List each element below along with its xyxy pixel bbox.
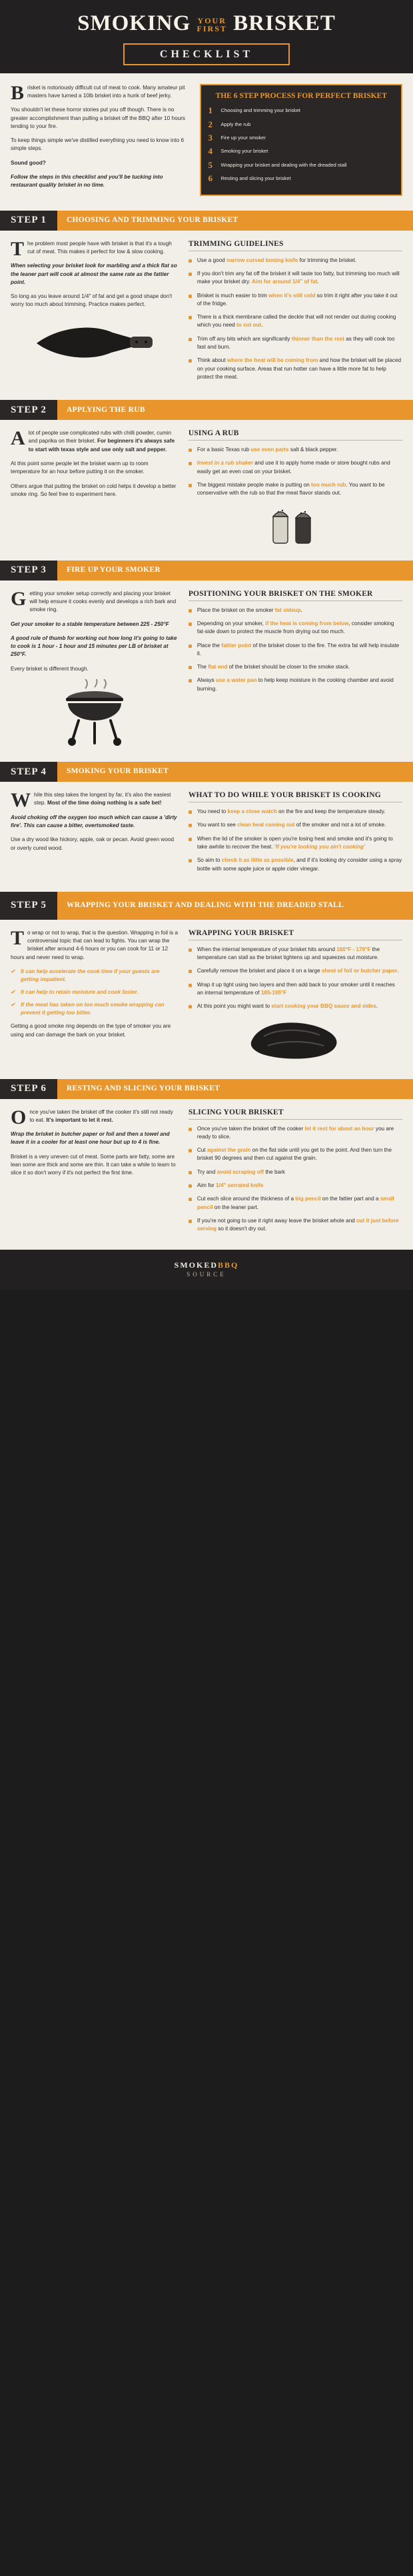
step-6-left	[11, 1108, 179, 1239]
footer	[0, 1250, 413, 1290]
intro-section	[0, 73, 413, 208]
checklist-banner: CHECKLIST	[123, 43, 290, 65]
intro-paragraph-1	[11, 81, 191, 104]
step-4-p2: Use a dry wood like hickory, apple, oak or pecan. Avoid green wood or overly cured wood.	[11, 836, 175, 851]
bullet-item: Place the fattier point of the brisket closer to the fire. The extra fat will help insulate it.	[189, 642, 402, 658]
step-2-p2: At this point some people let the brisket warm up to room temperature for an hour before putting it on the smoker.	[11, 461, 149, 475]
step-5-p1: o wrap or not to wrap, that is the question. Wrapping in foil is a controversial topic that can lead to fights. You can wrap the brisket after around 4-6 hours or you can cook for 11 or 12 hours and never need to wrap.	[11, 929, 179, 960]
salt-pepper-shakers-icon	[264, 503, 321, 545]
step-2-p1-wrap	[11, 429, 179, 454]
step-3-p1-wrap	[11, 587, 179, 615]
step-1-p2: So long as you leave around 1/4" of fat and get a good shape don't worry too much about trimming. Practice makes perfect.	[11, 293, 173, 308]
step-5-right	[189, 929, 402, 1066]
process-item	[208, 174, 394, 183]
step-4-highlight: Avoid choking off the oxygen too much which can cause a 'dirty fire'. This can cause a bitter, overtsmoked taste.	[11, 814, 177, 828]
process-item-label: Wrapping your brisket and dealing with the dreaded stall	[220, 161, 347, 168]
process-item-label: Choosing and trimming your brisket	[220, 107, 300, 114]
step-1-dropcap: T	[11, 237, 25, 260]
title-small-2: FIRST	[197, 24, 227, 34]
bullet-item: At this point you might want to start cooking your BBQ sauce and sides.	[189, 1002, 402, 1010]
step-5-p2: Getting a good smoke ring depends on the type of smoker you are using and can damage the bark on your brisket.	[11, 1023, 171, 1038]
process-item-number: 4	[208, 146, 212, 157]
intro-p4: Sound good?	[11, 159, 46, 166]
bullet-item: So aim to check it as little as possible, and if it's looking dry consider using a spray bottle with some apple juice or apple cider vinegar.	[189, 856, 402, 873]
intro-dropcap: B	[11, 81, 25, 104]
step-3-p1: etting your smoker setup correctly and placing your brisket will help ensure it cooks evenly and develops a rich bark and smoke ring.	[29, 590, 177, 613]
process-box	[200, 84, 402, 196]
step-6-dropcap: O	[11, 1106, 27, 1128]
step-2-subhead: USING A RUB	[189, 429, 402, 441]
knife-illustration	[11, 315, 179, 373]
step-6-p1-wrap	[11, 1106, 179, 1128]
process-list	[208, 106, 394, 183]
step-bar-6	[0, 1079, 413, 1099]
step-5-left	[11, 926, 179, 1066]
step-4-right	[189, 791, 402, 878]
step-2-p1: lot of people use complicated rubs with chilli powder, cumin and paprika on their brisket. For beginners it's always safe to start with texas style and use only salt and pepper.	[28, 430, 175, 453]
bullet-item: If you don't trim any fat off the brisket it will taste too fatty, but trimming too much will make your brisket dry. Aim for around 1/4" of fat.	[189, 270, 402, 287]
step-2-p3: Others argue that putting the brisket on cold helps it develop a better smoke ring. So feel free to experiment here.	[11, 483, 177, 497]
step-3-right	[189, 590, 402, 748]
bullet-item: You need to keep a close watch on the fire and keep the temperature steady.	[189, 808, 402, 816]
bullet-item: For a basic Texas rub use even parts salt & black pepper.	[189, 446, 402, 454]
bullet-item: There is a thick membrane called the deckle that will not render out during cooking which you need to cut out.	[189, 313, 402, 330]
process-item	[208, 147, 394, 156]
step-1-left	[11, 237, 179, 387]
check-item: ✔ It can help accelerate the cook time if your guests are getting impatient.	[11, 968, 179, 984]
step-1-p1-wrap	[11, 237, 179, 260]
step-6-body	[0, 1099, 413, 1250]
step-4-p1-wrap	[11, 789, 179, 812]
step-title-5: WRAPPING YOUR BRISKET AND DEALING WITH THE DREADED STALL	[57, 892, 413, 920]
step-6-p1: nce you've taken the brisket off the cooker it's still not ready to eat. It's important to let it rest.	[29, 1108, 173, 1123]
shaker-illustration	[189, 503, 402, 545]
title-word-1: SMOKING	[77, 11, 191, 35]
step-6-right	[189, 1108, 402, 1239]
bullet-item: The biggest mistake people make is putting on too much rub. You want to be conservative with the rub so that the meat flavor stands out.	[189, 481, 402, 498]
step-6-highlight: Wrap the brisket in butcher paper or foil and then a towel and leave it in a cooler for at least one hour but up to 4 is fine.	[11, 1131, 170, 1146]
step-bar-1	[0, 211, 413, 231]
step-1-subhead: TRIMMING GUIDELINES	[189, 240, 402, 251]
step-1-right	[189, 240, 402, 387]
step-6-bullet-list	[189, 1125, 402, 1234]
bullet-item: Cut each slice around the thickness of a big pencil on the fattier part and a small pencil on the leaner part.	[189, 1195, 402, 1212]
process-item-number: 3	[208, 133, 212, 143]
bullet-item: Cut against the grain on the flat side until you get to the point. And then turn the brisket 90 degrees and then cut against the grain.	[189, 1146, 402, 1163]
charcoal-grill-icon	[55, 679, 135, 746]
step-3-highlight-1: Get your smoker to a stable temperature between 225 - 250°F	[11, 621, 169, 627]
step-3-dropcap: G	[11, 587, 27, 610]
step-1-p1: he problem most people have with brisket is that it's a tough cut of meat. This makes it perfect for low & slow cooking.	[27, 240, 172, 255]
step-4-dropcap: W	[11, 789, 31, 812]
bullet-item: When the lid of the smoker is open you're losing heat and smoke and it's going to take awhile to recover the heat. 'If you're looking you ain't cooking'	[189, 835, 402, 852]
bullet-item: Carefully remove the brisket and place it on a large sheet of foil or butcher paper.	[189, 967, 402, 975]
bullet-item: Think about where the heat will be coming from and how the brisket will be placed on your cooking surface. Areas that run hotter can have a little more fat to help protect the meat.	[189, 357, 402, 381]
bullet-item: Once you've taken the brisket off the cooker let it rest for about an hour you are ready to slice.	[189, 1125, 402, 1142]
step-title-1: CHOOSING AND TRIMMING YOUR BRISKET	[57, 211, 413, 231]
title-small-1: YOUR	[197, 16, 226, 26]
intro-p3: To keep things simple we've distilled everything you need to know into 6 simple steps.	[11, 137, 185, 152]
intro-p5: Follow the steps in this checklist and you'll be tucking into restaurant quality brisket in no time.	[11, 174, 163, 189]
step-label-1: STEP 1	[0, 211, 57, 231]
step-title-6: RESTING AND SLICING YOUR BRISKET	[57, 1079, 413, 1099]
step-2-body	[0, 420, 413, 557]
process-item	[208, 161, 394, 170]
step-3-p3: Every brisket is different though.	[11, 665, 89, 672]
process-item-label: Smoking your brisket	[220, 148, 268, 155]
intro-p1: risket is notoriously difficult cut of meat to cook. Many amateur pit masters have turned a 10lb brisket into a hunk of beef jerky.	[27, 84, 185, 99]
step-4-left	[11, 791, 179, 878]
bullet-item: You want to see clean heat coming out of the smoker and not a lot of smoke.	[189, 821, 402, 829]
step-5-dropcap: T	[11, 926, 25, 949]
step-4-bullet-list	[189, 808, 402, 873]
step-4-p1: hile this step takes the longest by far, it's also the easiest step. Most of the time doing nothing is a safe bet!	[34, 792, 171, 806]
bullet-item: The flat end of the brisket should be closer to the smoke stack.	[189, 663, 402, 671]
process-item	[208, 106, 394, 115]
step-1-body	[0, 231, 413, 398]
process-item-number: 2	[208, 119, 212, 129]
step-2-left	[11, 429, 179, 547]
brand-word-2: SOURCE	[187, 1270, 226, 1278]
process-box-title: THE 6 STEP PROCESS FOR PERFECT BRISKET	[215, 91, 387, 100]
step-6-p2: Brisket is a very uneven cut of meat. Some parts are fatty, some are lean some are thick and some are thin. It can take a while to learn to slice it so don't worry if it's not perfect the first time.	[11, 1153, 176, 1176]
bullet-item: Trim off any bits which are significantly thinner than the rest as they will cook too fast and burn.	[189, 335, 402, 352]
step-label-4: STEP 4	[0, 762, 57, 782]
step-1-highlight: When selecting your brisket look for marbling and a thick flat so the leaner part will cook at almost the same rate as the fattier point.	[11, 263, 177, 285]
brisket-illustration	[189, 1016, 402, 1063]
process-item-label: Resting and slicing your brisket	[220, 175, 291, 181]
step-title-3: FIRE UP YOUR SMOKER	[57, 561, 413, 581]
bullet-item: Brisket is much easier to trim when it's still cold so trim it right after you take it out of the fridge.	[189, 292, 402, 309]
step-5-subhead: WRAPPING YOUR BRISKET	[189, 929, 402, 940]
step-2-dropcap: A	[11, 427, 25, 450]
process-item-label: Fire up your smoker	[220, 135, 266, 141]
process-item-number: 6	[208, 173, 212, 183]
step-bar-5	[0, 892, 413, 920]
step-2-bullet-list	[189, 446, 402, 497]
header	[0, 0, 413, 73]
step-label-5: STEP 5	[0, 892, 57, 920]
bullet-item: Always use a water pan to help keep moisture in the cooking chamber and avoid burning.	[189, 676, 402, 693]
step-bar-3	[0, 561, 413, 581]
step-3-subhead: POSITIONING YOUR BRISKET ON THE SMOKER	[189, 590, 402, 601]
process-item-number: 5	[208, 159, 212, 170]
page-title	[9, 12, 404, 35]
process-item-number: 1	[208, 105, 212, 116]
step-4-body	[0, 782, 413, 889]
title-small-words	[197, 17, 227, 33]
step-3-left	[11, 587, 179, 748]
step-label-2: STEP 2	[0, 400, 57, 420]
brand-word-1: SMOKED	[174, 1260, 218, 1270]
step-5-body	[0, 920, 413, 1076]
process-item	[208, 133, 394, 143]
bullet-item: Invest in a rub shaker and use it to apply home made or store bought rubs and easily get an even coat on your brisket.	[189, 459, 402, 476]
knife-icon	[31, 315, 158, 373]
step-5-p1-wrap	[11, 926, 179, 962]
bullet-item: Place the brisket on the smoker fat sideup.	[189, 607, 402, 615]
step-2-right	[189, 429, 402, 547]
bullet-item: Depending on your smoker, if the heat is coming from below, consider smoking fat-side down to protect the muscle from drying out too much.	[189, 620, 402, 637]
step-5-check-list	[11, 968, 179, 1016]
step-label-6: STEP 6	[0, 1079, 57, 1099]
brand-word-bbq: BBQ	[218, 1260, 239, 1270]
step-3-body	[0, 581, 413, 759]
grill-illustration	[11, 679, 179, 746]
step-6-subhead: SLICING YOUR BRISKET	[189, 1108, 402, 1120]
process-item-label: Apply the rub	[220, 121, 251, 127]
step-3-highlight-2: A good rule of thumb for working out how long it's going to take to cook is 1 hour - 1 hour and 15 minutes per LB of brisket at 250°F.	[11, 635, 177, 658]
bullet-item: Try and avoid scraping off the bark	[189, 1168, 402, 1176]
bullet-item: When the internal temperature of your brisket hits around 160°F - 170°F the temperature can stall as the brisket tightens up and squeezes out moisture.	[189, 946, 402, 962]
step-title-2: APPLYING THE RUB	[57, 400, 413, 420]
step-1-bullet-list	[189, 257, 402, 382]
brand-logo	[0, 1260, 413, 1270]
smoked-brisket-icon	[245, 1016, 345, 1063]
check-item: ✔ If the meat has taken on too much smoke wrapping can prevent it getting too bitter.	[11, 1001, 179, 1017]
check-item: ✔ It can help to retain moisture and cook faster.	[11, 988, 179, 996]
step-label-3: STEP 3	[0, 561, 57, 581]
intro-text	[11, 81, 191, 196]
step-4-subhead: WHAT TO DO WHILE YOUR BRISKET IS COOKING	[189, 791, 402, 802]
bullet-item: Use a good narrow curved boning knife for trimming the brisket.	[189, 257, 402, 265]
step-5-bullet-list	[189, 946, 402, 1011]
step-bar-4	[0, 762, 413, 782]
step-bar-2	[0, 400, 413, 420]
bullet-item: Wrap it up tight using two layers and then add back to your smoker until it reaches an internal temperature of 185-195°F	[189, 981, 402, 998]
intro-p2: You shouldn't let these horror stories put you off though. There is no greater accomplishment than pulling a brisket off the BBQ after 10 hours tending to your fire.	[11, 107, 185, 129]
process-item	[208, 120, 394, 129]
title-word-2: BRISKET	[233, 11, 336, 35]
bullet-item: Aim for 1/4" serrated knife	[189, 1182, 402, 1190]
step-3-bullet-list	[189, 607, 402, 693]
step-title-4: SMOKING YOUR BRISKET	[57, 762, 413, 782]
bullet-item: If you're not going to use it right away leave the brisket whole and cut it just before serving so it doesn't dry out.	[189, 1217, 402, 1234]
